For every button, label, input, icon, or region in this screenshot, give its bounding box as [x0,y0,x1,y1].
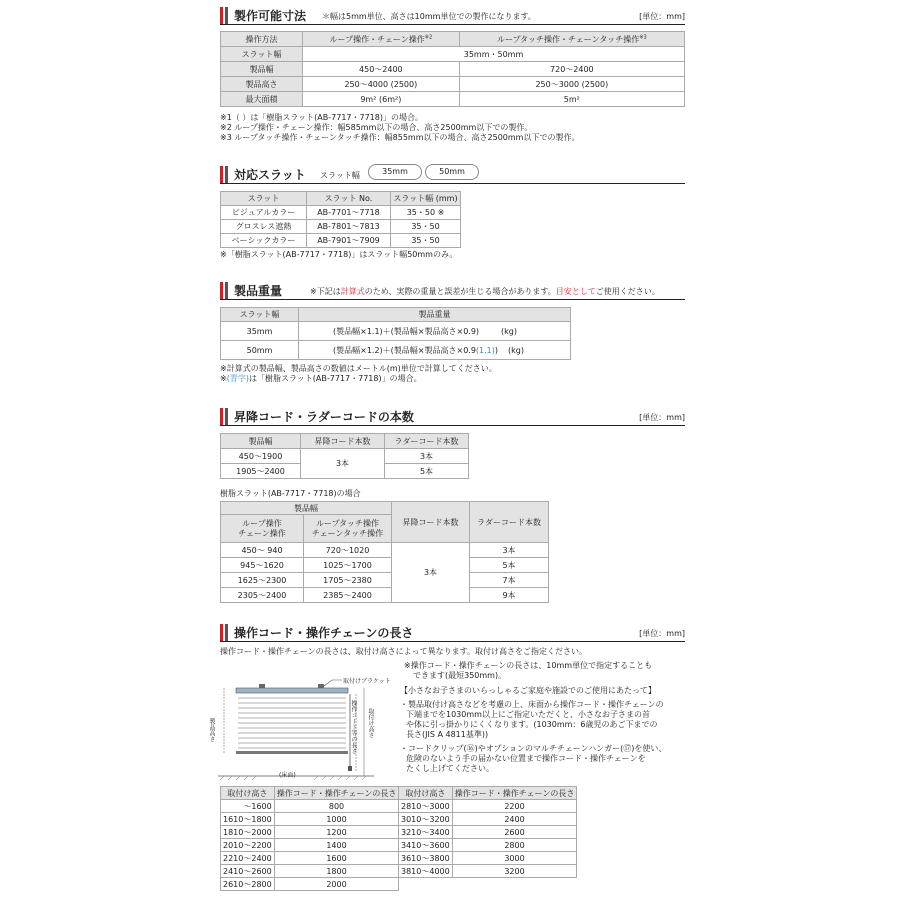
bracket-label: 取付けブラケット [343,678,391,685]
table-row: 1905～2400 5本 [221,464,469,479]
note: ※2 ループ操作・チェーン操作：幅585mm以下の場合、高さ2500mm以下での製作。 [220,123,533,132]
bottom-rail [236,751,348,754]
section-header-cords [220,408,685,426]
slat-table [220,191,461,248]
floor-label: (床面) [279,772,296,779]
row-label: スラット幅 [221,47,303,62]
table-row: 2610～2800 2000 [221,878,399,891]
header-cell: 製品幅 [221,502,392,515]
cord-length-label: 操作コード等の長さ [350,700,357,754]
product-height-label: 製品高さ [208,718,215,742]
row-label: 製品高さ [221,77,303,92]
note: ※操作コード・操作チェーンの長さは、10mm単位で指定することも [404,661,653,670]
note: ※1（ ）は「樹脂スラット(AB-7717・7718)」の場合。 [220,113,423,122]
cord-count-table [220,433,469,479]
table-row: 3410～3600 2800 [399,839,577,852]
note: ※「樹脂スラット(AB-7717・7718)」はスラット幅50mmのみ。 [220,250,458,259]
bracket-right [318,684,324,688]
intro-text: 操作コード・操作チェーンの長さは、取付け高さによって異なります。取付け高さをご指定ください。 [220,647,587,656]
table-caption: 樹脂スラット(AB-7717・7718)の場合 [220,489,361,498]
header-cell: 操作方法 [221,32,303,47]
table-row: 2010～2200 1400 [221,839,399,852]
weight-table [220,307,571,360]
header-cell: 操作コード・操作チェーンの長さ [274,787,399,800]
header-cell: 昇降コード本数 [392,502,470,543]
table-row: 945～1620 1025～1700 5本 [221,558,549,573]
size-table [220,31,685,107]
table-row: 1610～1800 1000 [221,813,399,826]
section-title: 製品重量 [234,284,283,298]
table-row: 35mm (製品幅×1.1)＋(製品幅×製品高さ×0.9) (kg) [221,322,571,341]
unit-label: [単位：mm] [639,629,685,638]
table-row: 2305～2400 2385～2400 9本 [221,588,549,603]
header-cell: 製品幅 [221,434,301,449]
table-cell: 9m² (6m²) [303,92,460,107]
table-cell: 450～2400 [303,62,460,77]
note: ※3 ループタッチ操作・チェーンタッチ操作：幅855mm以下の場合、高さ2500mm以下での製作。 [220,133,580,142]
header-cell: スラット [221,192,307,206]
header-cell: スラット幅 [221,308,299,322]
header-cell: ラダーコード本数 [385,434,469,449]
header-cell: ループ操作・チェーン操作$^{※2}$ [303,32,460,47]
section-header-cord-length [220,624,685,642]
table-row: ～1600 800 [221,800,399,813]
slat-width-pill-35: 35mm [368,164,422,180]
section-subtitle: ※下記は計算式のため、実際の重量と誤差が生じる場合があります。目安としてご使用ください。 [310,287,660,296]
table-row: 450～1900 3本 3本 [221,449,469,464]
header-cell: 取付け高さ [399,787,453,800]
table-cell: 250～4000 (2500) [303,77,460,92]
table-row: ビジュアルカラー AB-7701～7718 35・50 ※ [221,206,461,220]
table-row: 2410～2600 1800 [221,865,399,878]
section-header-weight [220,282,685,300]
table-row: 50mm (製品幅×1.2)＋(製品幅×製品高さ×0.9(1.1)) (kg) [221,341,571,360]
cord-length-table-right [398,786,577,878]
caution-text: や体に引っ掛かりにくくなります。(1030mm：6歳児のあご下までの [406,720,658,729]
section-subtitle: ＊幅は5mm単位、高さは10mm単位での製作になります。 [322,12,536,21]
section-title: 対応スラット [234,168,306,182]
unit-label: [単位：mm] [639,12,685,21]
table-cell: 720～2400 [459,62,684,77]
note: ※(青字)は「樹脂スラット(AB-7717・7718)」の場合。 [220,374,422,383]
row-label: 最大面積 [221,92,303,107]
unit-label: [単位：mm] [639,413,685,422]
cord-tassel [348,766,352,771]
table-cell: 250～3000 (2500) [459,77,684,92]
section-title: 製作可能寸法 [234,9,307,23]
table-row: 1625～2300 1705～2380 7本 [221,573,549,588]
slat-width-pill-50: 50mm [425,164,479,180]
note: ※計算式の製品幅、製品高さの数値はメートル(m)単位で計算してください。 [220,364,497,373]
table-row: 2210～2400 1600 [221,852,399,865]
table-row: グロスレス遮熱 AB-7801～7813 35・50 [221,220,461,234]
bracket-left [259,684,265,688]
header-cell: ループタッチ操作・チェーンタッチ操作$^{※3}$ [459,32,684,47]
resin-cord-count-table [220,501,549,603]
caution-text: 危険のないよう手の届かない位置まで操作コード・操作チェーンを [406,754,646,763]
table-row: 3810～4000 3200 [399,865,577,878]
caution-text: 長さ(JIS A 4811基準)) [406,730,489,739]
caution-text: ・コードクリップ(⑯)やオプションのマルチチェーンハンガー(⑰)を使い、 [400,744,667,753]
cord-length-table-left [220,786,399,891]
table-row: 1810～2000 1200 [221,826,399,839]
table-row: 2810～3000 2200 [399,800,577,813]
mount-height-label: 取付け高さ [367,708,374,738]
slats [238,698,346,748]
header-cell: ループ操作 チェーン操作 [221,515,304,543]
table-cell: 5m² [459,92,684,107]
header-cell: ラダーコード本数 [470,502,549,543]
header-cell: 昇降コード本数 [301,434,385,449]
caution-text: ・製品取付け高さなどを考慮の上、床面から操作コード・操作チェーンの [400,700,664,709]
section-header-sizes [220,7,685,25]
row-label: 製品幅 [221,62,303,77]
table-row: 450～ 940 720～1020 3本 3本 [221,543,549,558]
table-row: 3010～3200 2400 [399,813,577,826]
header-cell: 製品重量 [299,308,571,322]
header-cell: 取付け高さ [221,787,275,800]
caution-text: 下端までを1030mm以上にご指定いただくと、小さなお子さまの首 [406,710,650,719]
table-row: 3610～3800 3000 [399,852,577,865]
caution-title: 【小さなお子さまのいらっしゃるご家庭や施設でのご使用にあたって】 [400,686,656,695]
caution-text: たくし上げてください。 [406,764,494,773]
table-cell: 35mm・50mm [303,47,685,62]
section-title: 操作コード・操作チェーンの長さ [234,626,414,640]
header-cell: スラット幅 (mm) [391,192,461,206]
section-title: 昇降コード・ラダーコードの本数 [234,410,414,424]
note: できます(最短350mm)。 [413,671,507,680]
bracket-leader [324,680,342,686]
header-cell: スラット No. [307,192,391,206]
head-rail [236,688,348,693]
header-cell: ループタッチ操作 チェーンタッチ操作 [304,515,392,543]
table-row: ベーシックカラー AB-7901～7909 35・50 [221,234,461,248]
table-row: 3210～3400 2600 [399,826,577,839]
slat-width-label: スラット幅 [320,171,360,180]
header-cell: 操作コード・操作チェーンの長さ [452,787,577,800]
